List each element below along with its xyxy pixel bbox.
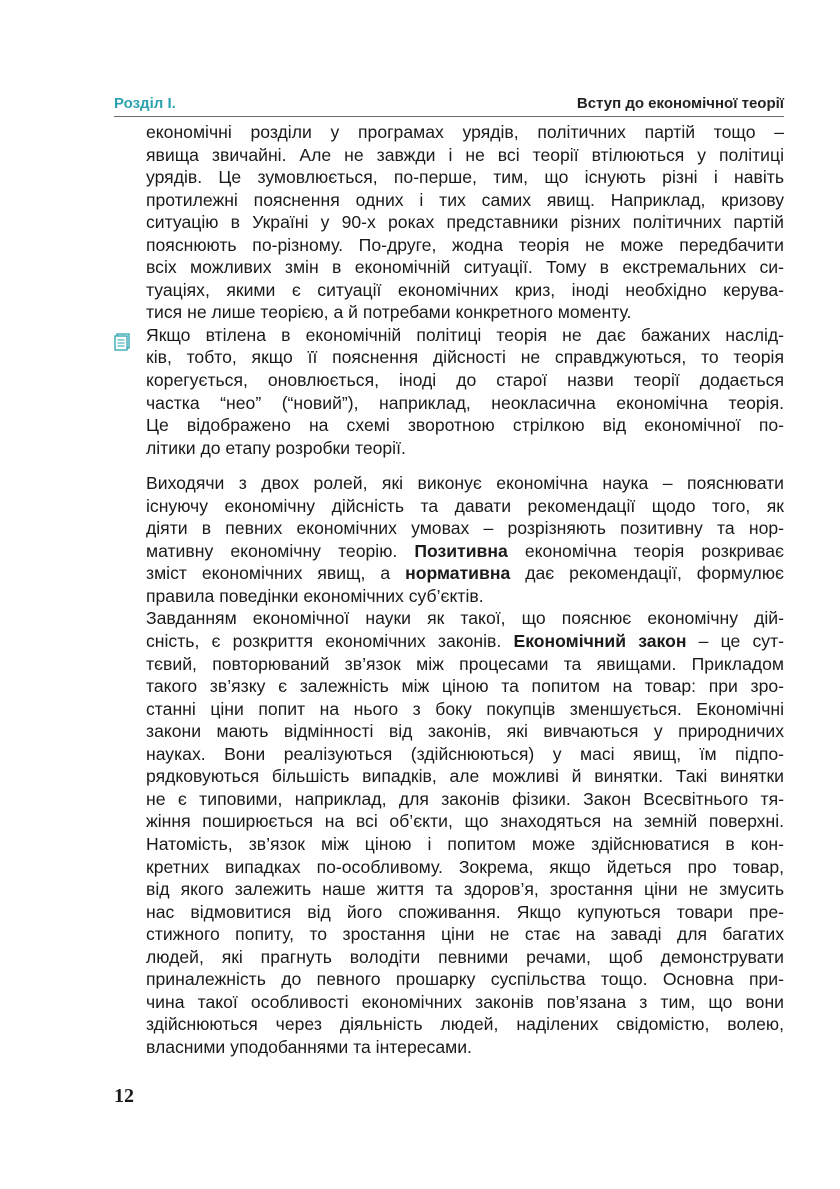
text-line: ків, тобто, якщо її пояснення дійсності не справджуються, то теорія (146, 347, 784, 368)
text-line: приналежність до певного прошарку суспільства тощо. Основна при- (146, 969, 784, 990)
text-line: тєвий, повторюваний зв’язок між процесами та явищами. Прикладом (146, 653, 784, 674)
text-line: протилежні пояснення одних і тих самих явищ. Наприклад, кризову (146, 189, 784, 210)
text-line: всіх можливих змін в економічній ситуації. Тому в екстремальних си- (146, 257, 784, 278)
term: Позитивна (414, 540, 508, 561)
text-line: станні ціни попит на нього з боку покупців зменшується. Економічні (146, 698, 784, 719)
text-line: тися не лише теорією, а й потребами конкретного моменту. (146, 302, 632, 323)
text-line: власними уподобаннями та інтересами. (146, 1036, 472, 1057)
text-line: туаціях, якими є ситуації економічних криз, іноді необхідно керува- (146, 279, 784, 300)
text-line: пояснюють по-різному. По-друге, жодна теорія не може передбачити (146, 234, 784, 255)
text-line: рядковуються більшість випадків, але можливі й винятки. Такі винятки (146, 766, 784, 787)
text-line: закони мають відмінності від законів, які вивчаються у природничих (146, 721, 784, 742)
text-line: Це відображено на схемі зворотною стрілкою від економічної по- (146, 415, 784, 436)
text-line: жіння поширюється на всі об’єкти, що знаходяться на земній поверхні. (146, 811, 784, 832)
term: нормативна (405, 563, 511, 584)
header-divider (114, 116, 784, 117)
text-line: такого зв’язку є залежність між ціною та попитом на товар: при зро- (146, 676, 784, 697)
text-line: мативну економічну теорію. Позитивна економічна теорія розкриває (146, 540, 784, 561)
text-line: урядів. Це зумовлюється, по-перше, тим, що існують різні і навіть (146, 167, 784, 188)
text-line: зміст економічних явищ, а нормативна дає рекомендації, формулює (146, 563, 784, 584)
text-line: правила поведінки економічних суб’єктів. (146, 585, 484, 606)
running-header (114, 86, 784, 112)
text-line: Виходячи з двох ролей, які виконує економічна наука – пояснювати (146, 473, 784, 494)
section-title: Вступ до економічної теорії (576, 95, 784, 112)
paragraph (146, 472, 784, 607)
text-line: здійснюються через діяльність людей, наділених свідомістю, волею, (146, 1014, 784, 1035)
text-line: сність, є розкриття економічних законів. Економічний закон – це сут- (146, 631, 784, 652)
text-line: Натомість, зв’язок між ціною і попитом може здійснюватися в кон- (146, 833, 784, 854)
text-line: нас відмовитися від його споживання. Якщо купуються товари пре- (146, 901, 784, 922)
text-line: ситуацію в Україні у 90-х роках представники різних політичних партій (146, 212, 784, 233)
text-line: частка “нео” (“новий”), наприклад, неокласична економічна теорія. (146, 392, 784, 413)
text-line: людей, які прагнуть володіти певними речами, щоб демонструвати (146, 946, 784, 967)
text-line: стижного попиту, то зростання ціни не стає на заваді для багатих (146, 924, 784, 945)
text-line: не є типовими, наприклад, для законів фізики. Закон Всесвітнього тя- (146, 788, 784, 809)
page-number: 12 (114, 1085, 134, 1107)
paragraph (146, 607, 784, 1058)
text-line: науках. Вони реалізуються (здійснюються) у масі явищ, їм підпо- (146, 743, 784, 764)
text-line: економічні розділи у програмах урядів, політичних партій тощо – (146, 122, 784, 142)
text-line: Завданням економічної науки як такої, що пояснює економічну дій- (146, 608, 784, 629)
text-line: кретних випадках по-особливому. Зокрема, якщо йдеться про товар, (146, 856, 784, 877)
chapter-label: Розділ І. (114, 95, 176, 112)
text-line: діяти в певних економічних умовах – розрізняють позитивну та нор- (146, 518, 784, 539)
paragraph (146, 324, 784, 459)
paragraph (146, 121, 784, 324)
text-line: чина такої особливості економічних законів пов’язана з тим, що вони (146, 991, 784, 1012)
term: Економічний закон (513, 631, 687, 652)
notebook-icon (112, 332, 132, 352)
body-text (146, 121, 784, 1058)
text-line: існуючу економічну дійсність та давати рекомендації щодо того, як (146, 495, 784, 516)
text-line: Якщо втілена в економічній політиці теорія не дає бажаних наслід- (146, 324, 784, 345)
text-line: від якого залежить наше життя та здоров’я, зростання ціни не змусить (146, 879, 784, 900)
text-line: корегується, оновлюється, іноді до старої назви теорії додається (146, 370, 784, 391)
text-line: літики до етапу розробки теорії. (146, 437, 406, 458)
text-line: явища звичайні. Але не завжди і не всі теорії втілюються у політиці (146, 144, 784, 165)
